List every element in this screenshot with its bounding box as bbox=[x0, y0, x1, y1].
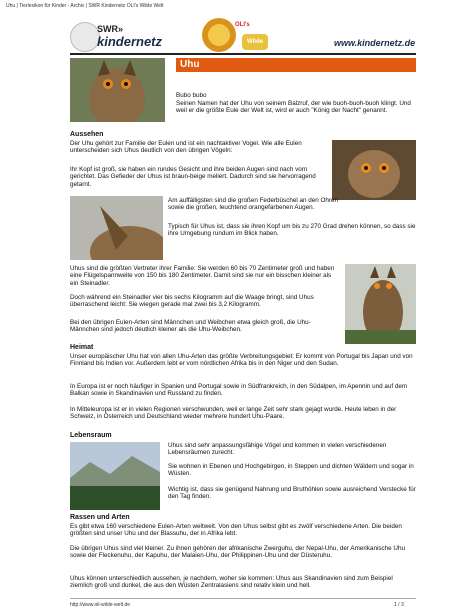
aussehen-p1: Der Uhu gehört zur Familie der Eulen und ist ein nachtaktiver Vogel. Wie alle Eulen unterscheiden sich Uhus deutlich von den übrigen Vögeln: bbox=[70, 140, 302, 155]
footer-url[interactable]: http://www.oli-wilde-welt.de bbox=[70, 602, 131, 608]
swr-badge-icon bbox=[70, 22, 100, 52]
header-divider bbox=[70, 53, 416, 55]
owl-head-image bbox=[332, 140, 416, 200]
heimat-heading: Heimat bbox=[70, 344, 94, 351]
page-title-bar bbox=[176, 58, 416, 72]
aussehen-p6: Doch während ein Steinadler vier bis sechs Kilogramm auf die Waage bringt, sind Uhus überraschend leicht: Sie wiegen gerade mal zwei bis 3,2 Kilogramm. bbox=[70, 294, 314, 309]
wilde-welt-label: Wilde bbox=[242, 34, 268, 50]
olli-label: OLI's bbox=[235, 22, 250, 28]
aussehen-p4: Typisch für Uhus ist, dass sie ihren Kopf um bis zu 270 Grad drehen können, so dass sie ihre Umgebung rundum im Blick haben. bbox=[168, 223, 416, 238]
page-title: Uhu bbox=[180, 59, 200, 70]
forest-mountain-image bbox=[70, 442, 160, 510]
heimat-p2: In Europa ist er noch häufiger in Spanien und Portugal sowie in Südfrankreich, in den Südalpen, im Apennin und auf dem Balkan sowie in Skandinavien und Russland zu finden. bbox=[70, 383, 408, 398]
lebensraum-heading: Lebensraum bbox=[70, 432, 112, 439]
lebensraum-p3: Wichtig ist, dass sie genügend Nahrung und Bruthöhlen sowie ausreichend Verstecke für den Tag finden. bbox=[168, 486, 416, 501]
swr-label: SWR» bbox=[97, 24, 124, 34]
aussehen-p2: Ihr Kopf ist groß, sie haben ein rundes Gesicht und ihre beiden Augen sind nach vorn gerichtet. Das Gefieder der Uhus ist braun-beige meliert. Dadurch sind sie hervorragend getarnt. bbox=[70, 166, 316, 188]
footer-divider bbox=[70, 598, 416, 599]
owl-standing-image bbox=[345, 264, 416, 344]
latin-name: Bubo bubo bbox=[176, 92, 207, 99]
rassen-p2: Die übrigen Uhus sind viel kleiner. Zu ihnen gehören der afrikanische Zwerguhu, der Nepal-Uhu, der Amerikanische Uhu sowie der Fleckenuhu, der Kapuhu, der Malaien-Uhu, der Philippinen-Uhu und der Düsteruhu. bbox=[70, 545, 405, 560]
lebensraum-p2: Sie wohnen in Ebenen und Hochgebirgen, in Steppen und dichten Wäldern und sogar in Wüsten. bbox=[168, 463, 414, 478]
lebensraum-p1: Uhus sind sehr anpassungsfähige Vögel und kommen in vielen verschiedenen Lebensräumen zurecht. bbox=[168, 442, 387, 457]
rassen-p1: Es gibt etwa 160 verschiedene Eulen-Arten weltweit. Von den Uhus selbst gibt es zwölf verschiedene Arten. Die beiden größten sind unser Uhu und der Blassuhu, der in Afrika lebt. bbox=[70, 523, 402, 538]
rassen-p3: Uhus können unterschiedlich aussehen, je nachdem, woher sie kommen: Uhus aus Skandinavien sind zum Beispiel ziemlich groß und dunkel, die aus den Wüsten Zentralasiens sind relativ klein und hell. bbox=[70, 575, 393, 590]
olli-wilde-welt-logo[interactable] bbox=[202, 16, 268, 56]
aussehen-p5: Uhus sind die größten Vertreter ihrer Familie: Sie werden 60 bis 70 Zentimeter groß und haben eine Flügelspannweite von 150 bis 180 Zentimeter. Damit sind sie nur ein bisschen kleiner als ein Steinadler. bbox=[70, 265, 335, 287]
swr-kindernetz-logo[interactable] bbox=[70, 22, 185, 50]
browser-header: Uhu | Tierlexikon für Kinder - Archiv | SWR Kindernetz OLI's Wilde Welt bbox=[6, 3, 164, 9]
owl-portrait-image bbox=[70, 58, 165, 122]
page-number: 1 / 3 bbox=[394, 602, 404, 608]
aussehen-p7: Bei den übrigen Eulen-Arten sind Männchen und Weibchen etwa gleich groß, die Uhu-Männchen sind jedoch deutlich kleiner als die Uhu-Weibchen. bbox=[70, 319, 311, 334]
heimat-p3: In Mitteleuropa ist er in vielen Regionen verschwunden, weil er lange Zeit sehr stark gejagt wurde. Heute leben in der Schweiz, in Österreich und Deutschland wieder mehrere hundert Uhu-Paare. bbox=[70, 406, 397, 421]
owl-ear-tuft-image bbox=[70, 196, 163, 260]
heimat-p1: Unser europäischer Uhu hat von allen Uhu-Arten das größte Verbreitungsgebiet: Er kommt von Portugal bis Japan und von Finnland bis Indien vor. Außerdem lebt er vom nördlichen Afrika bis in den Niger und den Sudan. bbox=[70, 353, 413, 368]
aussehen-heading: Aussehen bbox=[70, 131, 104, 138]
kindernetz-label: kindernetz bbox=[97, 34, 163, 49]
lion-icon bbox=[202, 18, 236, 52]
intro-text: Seinen Namen hat der Uhu von seinem Balzruf, der wie buoh-buoh-buoh klingt. Und weil er die größte Eule der Welt ist, wird er auch "König der Nacht" genannt. bbox=[176, 100, 411, 115]
rassen-heading: Rassen und Arten bbox=[70, 514, 130, 521]
aussehen-p3: Am auffälligsten sind die großen Federbüschel an den Ohren sowie die großen, leuchtend orangefarbenen Augen. bbox=[168, 197, 339, 212]
site-url-link[interactable]: www.kindernetz.de bbox=[334, 38, 416, 48]
